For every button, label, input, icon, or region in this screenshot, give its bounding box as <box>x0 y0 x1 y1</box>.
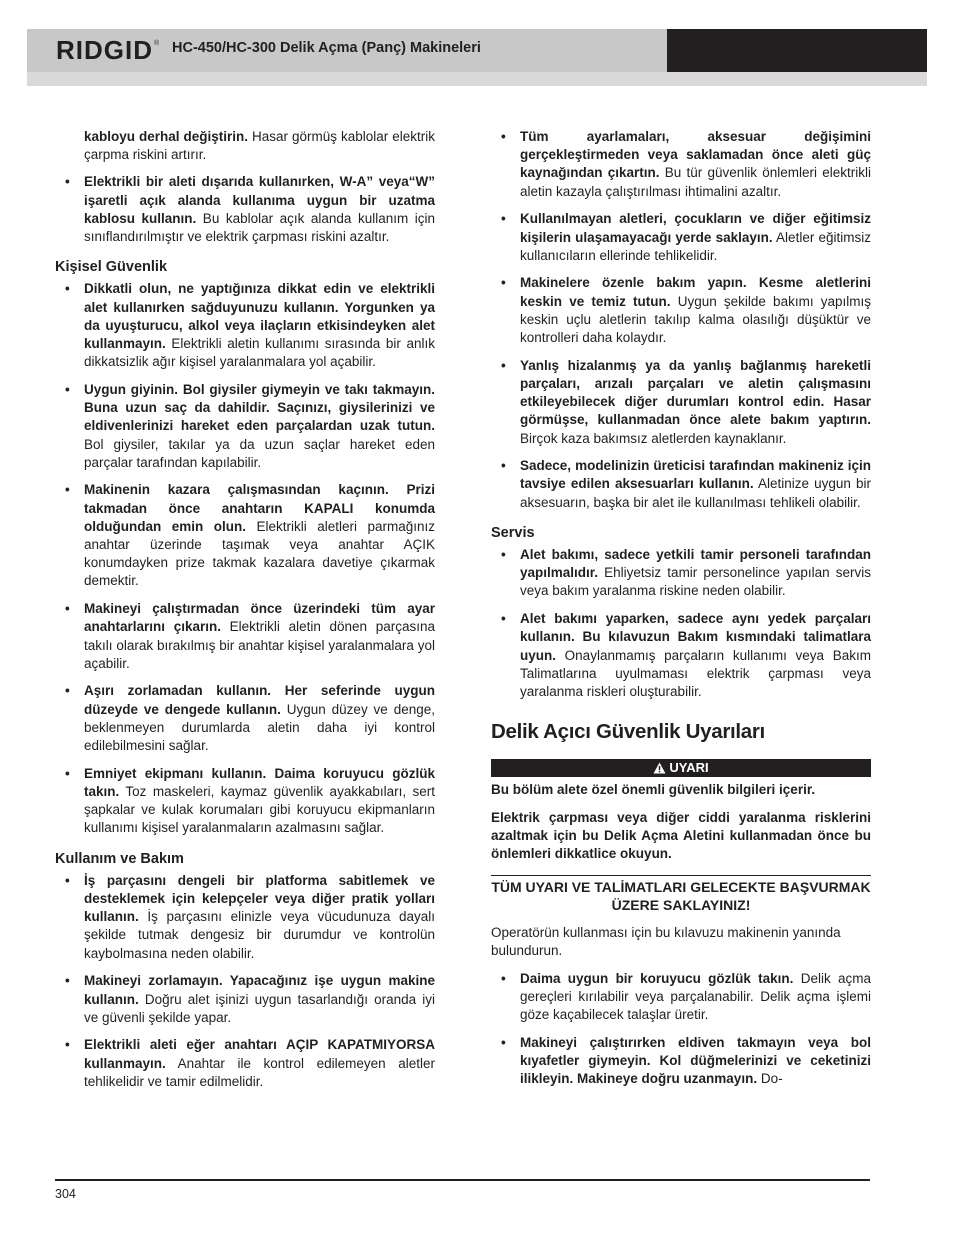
bullet-icon: • <box>501 129 506 144</box>
list-item: • Sadece, modelinizin üreticisi tarafından makineniz için tavsiye edilen aksesuarları kullanın. Aletinize uygun bir aksesuarın, başka bir alet ile kullanılması tehlikeli olabilir. <box>501 458 871 510</box>
bullet-icon: • <box>65 973 70 989</box>
bullet-icon: • <box>65 1037 70 1053</box>
list-item: • Aşırı zorlamadan kullanın. Her seferinde uygun düzeyde ve dengede kullanın. Uygun düzey ve denge, beklenmeyen durumlarda aletin daha iyi kontrol edilebilmesini sağlar. <box>65 683 435 754</box>
page-header-title: HC-450/HC-300 Delik Açma (Panç) Makineleri <box>172 40 481 56</box>
continued-paragraph: kabloyu derhal değiştirin. Hasar görmüş kablolar elektrik çarpma riskini artırır. <box>84 129 435 163</box>
bullet-icon: • <box>501 970 506 986</box>
bullet-list-care-continued <box>491 128 871 512</box>
section-heading-service: Servis <box>491 524 535 541</box>
operator-note: Operatörün kullanması için bu kılavuzu makinenin yanında bulundurun. <box>491 925 841 959</box>
bullet-icon: • <box>65 765 70 781</box>
warning-text-1: Bu bölüm alete özel önemli güvenlik bilgileri içerir. <box>491 782 816 798</box>
header-dark-block <box>667 29 927 72</box>
list-item: • Elektrikli aleti eğer anahtarı AÇIP KAPATMIYORSA kullanmayın. Anahtar ile kontrol edilemeyen aletler tehlikelidir ve tamir edilmelidir. <box>65 1037 435 1089</box>
bullet-icon: • <box>501 357 506 373</box>
bullet-icon: • <box>65 683 70 699</box>
bullet-icon: • <box>501 1034 506 1050</box>
list-item: • Makineyi çalıştırmadan önce üzerindeki tüm ayar anahtarlarını çıkarın. Elektrikli aletin dönen parçasına takılı olarak bırakılmış bir anahtar kişisel yaralanmalara yol açabilir. <box>65 601 436 671</box>
list-item: • Elektrikli bir aleti dışarıda kullanırken, W-A” veya“W” işaretli açık alanda kullanıma uygun bir uzatma kablosu kullanın. Bu kablolar açık alanda kullanım için sınıflandırılmıştır ve elektrik çarpması riskini azaltır. <box>65 174 435 245</box>
bullet-list-service <box>491 546 871 701</box>
bullet-icon: • <box>65 281 70 297</box>
list-item: • İş parçasını dengeli bir platforma sabitlemek ve desteklemek için kelepçeler veya diğer pratik yolları kullanın. İş parçasını elinizle veya vücudunuza dayalı şekilde tutmak dengesiz bir durumdur ve kontrolün kaybolmasına neden olabilir. <box>65 872 435 961</box>
list-item: • Makinenin kazara çalışmasından kaçının. Prizi takmadan önce anahtarın KAPALI konumda olduğundan emin olun. Elektrikli aletleri parmağınız anahtar üzerinde taşımak veya anahtar AÇIK konumdayken prize takmak kazalara davetiye çıkarmak demektir. <box>65 482 435 589</box>
bullet-icon: • <box>65 601 70 617</box>
page-number: 304 <box>55 1187 76 1201</box>
list-item: • Tüm ayarlamaları, aksesuar değişimini gerçekleştirmeden veya saklamadan önce aleti güç kaynağından çıkartın. Bu tür güvenlik önlemleri elektrikli aletin kazayla çalıştırılması ihtimalini azaltır. <box>501 129 871 199</box>
list-item: • Kullanılmayan aletleri, çocukların ve diğer eğitimsiz kişilerin ulaşamayacağı yerde saklayın. Aletler eğitimsiz kullanıcıların ellerinde tehlikelidir. <box>501 211 871 263</box>
list-item: • Yanlış hizalanmış ya da yanlış bağlanmış hareketli parçaları, arızalı parçaları ve aletin çalışmasını etkileyebilecek diğer durumları kontrol edin. Hasar görmüşse, kullanmadan önce alete bakım yaptırın. Birçok kaza bakımsız aletlerden kaynaklanır. <box>501 357 871 446</box>
warning-bar <box>491 759 871 777</box>
bullet-icon: • <box>65 872 70 888</box>
warning-label: UYARI <box>669 760 709 776</box>
list-item: • Daima uygun bir koruyucu gözlük takın. Delik açma gereçleri kırılabilir veya parçalanabilir. Delik açma işlemi göze kaçabilecek talaşlar üretir. <box>501 970 871 1023</box>
brand-logo: RIDGID <box>56 35 153 65</box>
bullet-icon: • <box>65 482 70 498</box>
right-column <box>491 128 871 1098</box>
list-item: • Alet bakımı, sadece yetkili tamir personeli tarafından yapılmalıdır. Ehliyetsiz tamir personelince yapılan servis veya bakım yaralanma riskine neden olabilir. <box>501 547 871 599</box>
list-item: • Emniyet ekipmanı kullanın. Daima koruyucu gözlük takın. Toz maskeleri, kaymaz güvenlik ayakkabıları, sert şapkalar ve kulak korumaları gibi koruyucu ekipmanların kullanımı kişisel yaralanmaların azalmasını sağlar. <box>65 765 435 836</box>
registered-mark-icon: ® <box>154 40 160 47</box>
bullet-icon: • <box>501 458 506 474</box>
bullet-icon: • <box>501 611 506 627</box>
section-heading-personal-safety: Kişisel Güvenlik <box>55 259 168 276</box>
list-item: • Uygun giyinin. Bol giysiler giymeyin ve takı takmayın. Buna uzun saç da dahildir. Saçınızı, giysilerinizi ve eldivenlerinizi hareket eden parçalardan uzak tutun. Bol giysiler, takılar ya da uzun saçlar hareket eden parçalar tarafından kapılabilir. <box>65 381 435 470</box>
warning-text-2: Elektrik çarpması veya diğer ciddi yaralanma risklerini azaltmak için bu Delik Açma Aletini kullanmadan önce bu önlemleri dikkatlice okuyun. <box>491 809 871 861</box>
list-item: • Makineyi çalıştırırken eldiven takmayın veya bol kıyafetler giymeyin. Kol düğmelerinizi ve ceketinizi ilikleyin. Makineye doğru uzanmayın. Do- <box>501 1034 871 1087</box>
header-shadow <box>27 72 927 86</box>
keep-instructions-notice: TÜM UYARI VE TALİMATLARI GELECEKTE BAŞVURMAK ÜZERE SAKLAYINIZ! <box>491 875 871 914</box>
bullet-list-use-and-care <box>55 872 435 1091</box>
list-item: • Makineyi zorlamayın. Yapacağınız işe uygun makine kullanın. Doğru alet işinizi uygun tasarlandığı oranda iyi ve güvenli şekilde yapar. <box>65 973 435 1025</box>
footer-rule <box>55 1179 870 1181</box>
list-item: • Dikkatli olun, ne yaptığınıza dikkat edin ve elektrikli alet kullanırken sağduyunuzu kullanın. Yorgunken ya da uyuşturucu, alkol veya ilaçların etkisindeyken alet kullanmayın. Elektrikli aletin kullanımı sırasında bir anlık dikkatsizlik ağır kişisel yaralanmalara yol açabilir. <box>65 281 435 370</box>
bullet-icon: • <box>501 275 506 291</box>
list-item: • Makinelere özenle bakım yapın. Kesme aletlerini keskin ve temiz tutun. Uygun şekilde bakımı yapılmış keskin uçlu aletlerin takılıp kalma olasılığı düşüktür ve kontrolleri daha kolaydır. <box>501 275 871 346</box>
left-column <box>55 128 435 1101</box>
list-item: • Alet bakımı yaparken, sadece aynı yedek parçaları kullanın. Bu kılavuzun Bakım kısmındaki talimatlara uyun. Onaylanmamış parçaların kullanımı veya Bakım Talimatlarına uyulmaması elektrik çarpması veya yaralanma riskleri oluşturabilir. <box>501 611 871 699</box>
bullet-icon: • <box>501 211 506 227</box>
section-heading-hole-punch-safety: Delik Açıcı Güvenlik Uyarıları <box>491 720 765 744</box>
bullet-icon: • <box>65 381 70 397</box>
bullet-icon: • <box>65 174 70 190</box>
bullet-icon: • <box>501 547 506 563</box>
bullet-list-hole-punch <box>491 970 871 1089</box>
section-heading-use-and-care: Kullanım ve Bakım <box>55 850 184 867</box>
bullet-list-personal-safety <box>55 280 435 837</box>
bullet-list-top <box>55 173 435 246</box>
warning-triangle-icon <box>653 762 666 774</box>
